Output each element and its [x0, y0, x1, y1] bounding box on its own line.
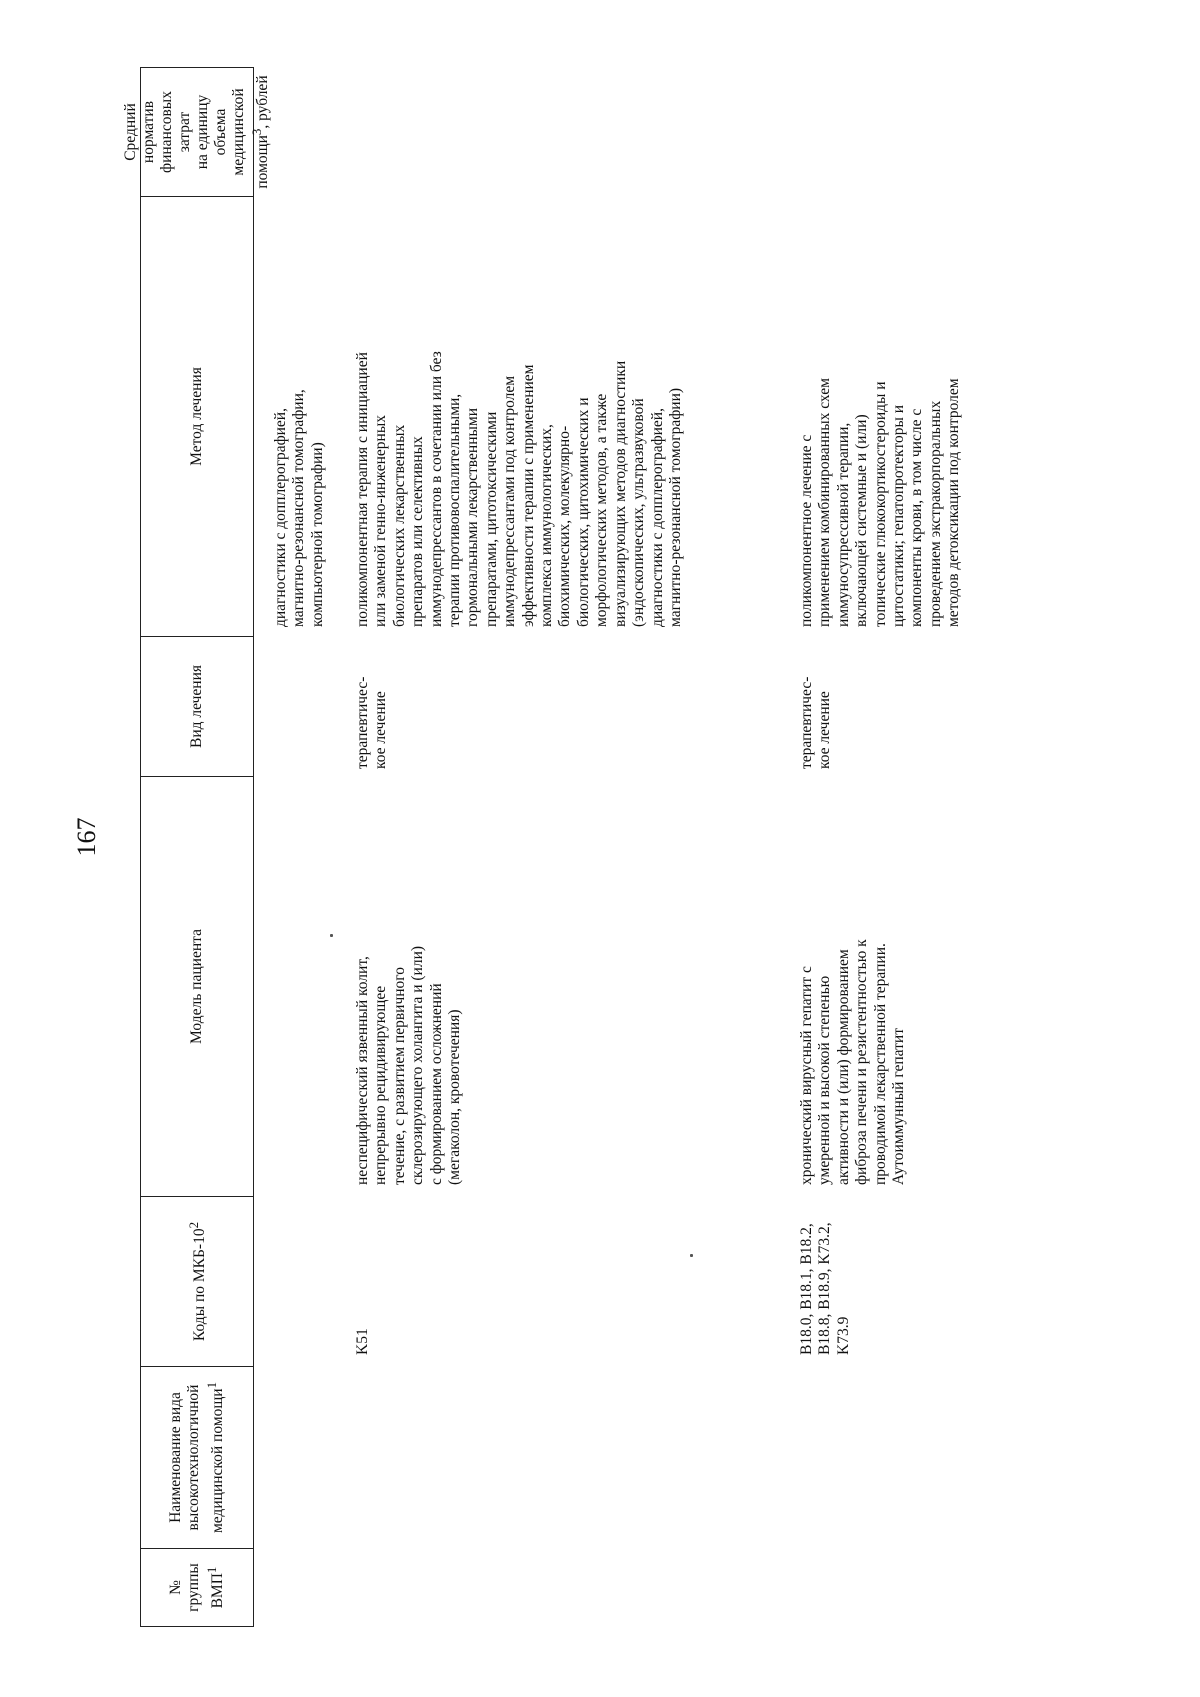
vmp-table — [121, 67, 1170, 1627]
header-treatment-method — [140, 197, 254, 637]
header-icd-codes-label: Коды по МКБ-10 — [191, 1228, 209, 1342]
header-group-no-footnote: 1 — [203, 1566, 219, 1574]
header-group-no — [140, 1549, 254, 1627]
header-icd-codes — [140, 1197, 254, 1367]
header-cost-standard — [121, 67, 272, 197]
row-2-treatment-method: поликомпонентное лечение с применением комбинированных схем иммуносупрессивной терапии, включающей системные и (или) топические глюкокортикостероиды и цитостатики; гепатопротекторы и компоненты крови, в том числе с проведением экстракорпоральных методов детоксикации под контролем — [798, 378, 963, 627]
row-2-icd-codes: B18.0, B18.1, B18.2, B18.8, B18.9, K73.2, K73.9 — [798, 1222, 852, 1355]
row-0-treatment-method: диагностики с допплерографией, магнитно-резонансной томографии, компьютерной томографии) — [272, 389, 326, 627]
row-1-patient-model: неспецифический язвенный колит, непрерывно рецидивирующее течение, с развитием первичного склерозирующего холангита и (или) с формированием осложнений (мегаколон, кровотечения) — [354, 945, 464, 1185]
header-cost-label: Средний норматив финансовых затрат на единицу объема медицинской помощи — [121, 88, 272, 189]
header-patient-model-label: Модель пациента — [188, 929, 205, 1044]
row-1-icd-codes: K51 — [354, 1328, 371, 1355]
header-vmp-name-footnote: 1 — [203, 1381, 219, 1389]
row-1-treatment-method: поликомпонентная терапия с инициацией или заменой генно-инженерных биологических лекарственных препаратов или селективных иммунодепрессантов в сочетании или без терапии противовоспалительными, гормональными лекарственными препаратами, цитотоксическими иммунодепрессантами под контролем эффективности терапии с применением комплекса иммунологических, биохимических, молекулярно- биологических, цитохимических и морфологических методов, а также визуализирующих методов диагностики (эндоскопических, ультразвуковой диагностики с допплерографией, магнитно-резонансной томографии) — [354, 351, 684, 627]
header-cost-unit: , рублей — [254, 75, 272, 129]
header-vmp-name-label: Наименование вида высокотехнологичной медицинской помощи — [166, 1384, 227, 1534]
scan-speck — [330, 934, 333, 937]
header-treatment-type-label: Вид лечения — [188, 664, 205, 749]
row-1-treatment-type: терапевтичес- кое лечение — [354, 676, 390, 769]
header-group-no-label: № группы ВМП — [166, 1563, 227, 1612]
header-icd-codes-footnote: 2 — [185, 1221, 201, 1229]
scan-speck — [690, 1254, 693, 1257]
header-cost-footnote: 3 — [248, 128, 264, 136]
row-2-patient-model: хронический вирусный гепатит с умеренной и высокой степенью активности и (или) формированием фиброза печени и резистентностью к проводимой лекарственной терапии. Аутоиммунный гепатит — [798, 939, 908, 1185]
row-2-treatment-type: терапевтичес- кое лечение — [798, 676, 834, 769]
header-vmp-name — [140, 1367, 254, 1549]
header-treatment-type — [140, 637, 254, 777]
table-header-row — [121, 67, 272, 1627]
page-number: 167 — [72, 817, 101, 857]
header-treatment-method-label: Метод лечения — [188, 367, 205, 466]
header-patient-model — [140, 777, 254, 1197]
